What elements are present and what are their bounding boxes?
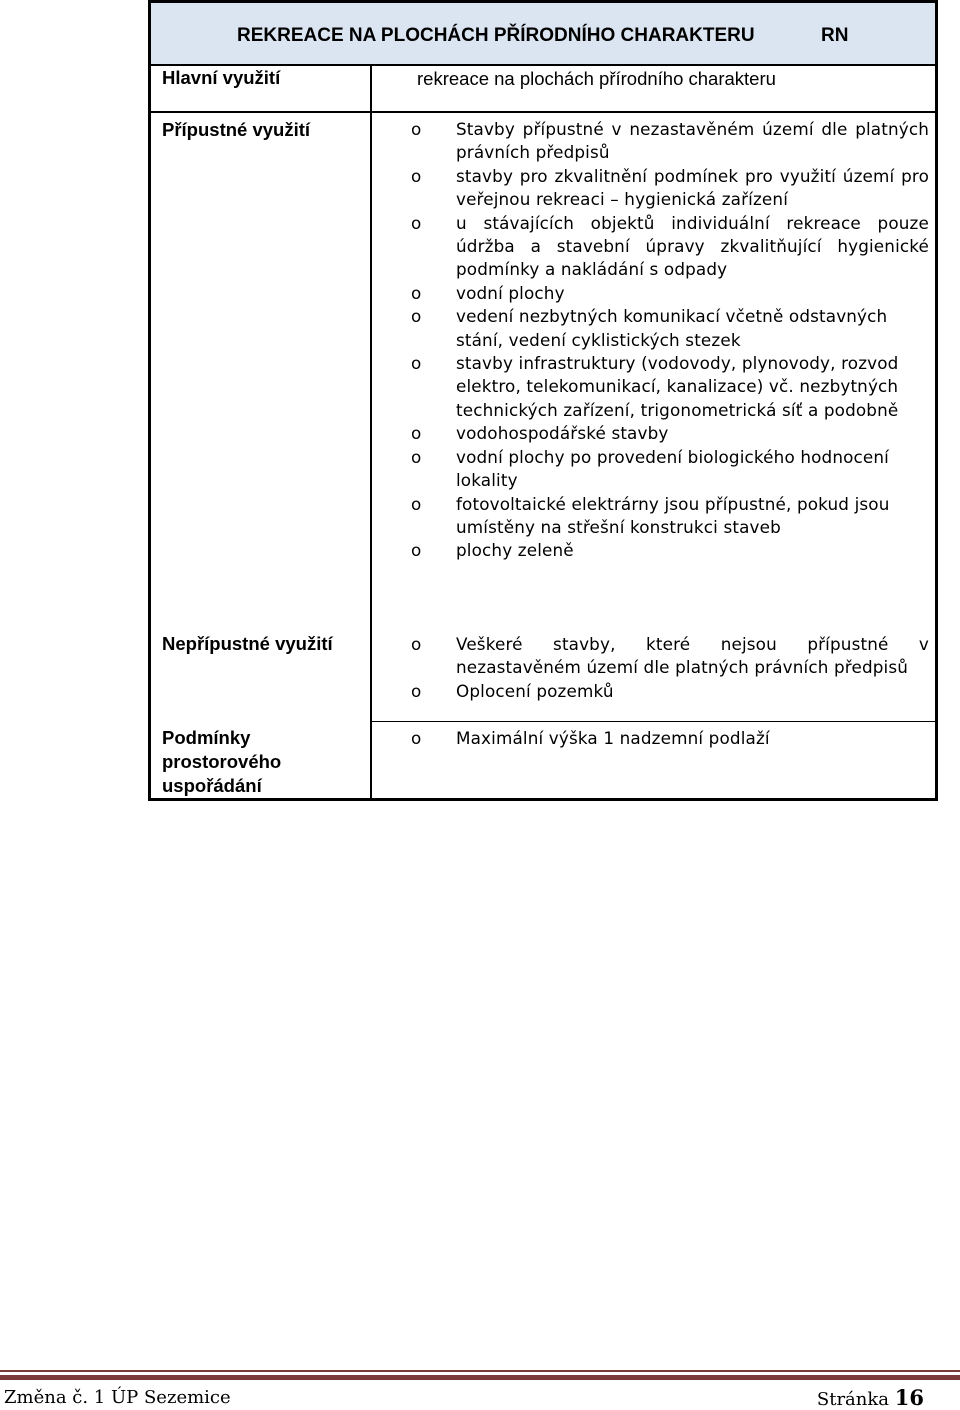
bullet: o xyxy=(411,353,422,374)
list-item: o fotovoltaické elektrárny jsou přípustné, pokud jsou umístěny na střešní konstrukci staveb xyxy=(411,493,890,537)
list-item: o u stávajících objektů individuální rekreace pouze údržba a stavební úpravy zkvalitňující hygienické podmínky a nakládání s odpady xyxy=(411,212,929,280)
list-item: o Stavby přípustné v nezastavěném území dle platných právních předpisů xyxy=(411,119,929,163)
main-use-value: rekreace na plochách přírodního charakteru xyxy=(417,68,776,89)
footer-document-name: Změna č. 1 ÚP Sezemice xyxy=(4,1387,231,1408)
not-permitted-label: Nepřípustné využití xyxy=(162,633,333,654)
bullet: o xyxy=(411,493,422,514)
permitted-label: Přípustné využití xyxy=(162,119,311,140)
footer-rule xyxy=(0,1375,960,1380)
column-divider xyxy=(370,64,372,798)
regulation-table xyxy=(148,0,938,801)
spatial-list xyxy=(411,727,929,750)
list-item: o vodní plochy po provedení biologického hodnocení lokality xyxy=(411,446,889,491)
footer-page-label: Stránka xyxy=(816,1389,890,1410)
list-item: o vedení nezbytných komunikací včetně odstavných stání, vedení cyklistických stezek xyxy=(411,306,888,350)
bullet: o xyxy=(411,306,422,327)
bullet: o xyxy=(411,728,422,748)
table-header xyxy=(151,3,935,66)
row-divider xyxy=(372,721,935,722)
spatial-label: Podmínky prostorového uspořádání xyxy=(162,727,282,796)
footer-rule xyxy=(0,1370,960,1372)
bullet: o xyxy=(411,423,422,444)
not-permitted-list xyxy=(411,633,929,703)
bullet: o xyxy=(411,680,422,701)
bullet: o xyxy=(411,282,422,303)
row-divider xyxy=(151,111,935,113)
list-item: o stavby infrastruktury (vodovody, plynovody, rozvod elektro, telekomunikací, kanalizace) vč. nezbytných technických zařízení, trigonometrická síť a podobně xyxy=(411,353,899,420)
main-use-label: Hlavní využití xyxy=(162,67,281,88)
table-code: RN xyxy=(821,25,849,46)
list-item: o Veškeré stavby, které nejsou přípustné v nezastavěném území dle platných právních předpisů xyxy=(411,634,929,678)
bullet: o xyxy=(411,212,422,233)
table-title: REKREACE NA PLOCHÁCH PŘÍRODNÍHO CHARAKTERU xyxy=(237,25,755,46)
footer-page-number: 16 xyxy=(894,1385,924,1410)
list-item: o vodní plochy xyxy=(411,282,929,305)
permitted-list xyxy=(411,118,929,563)
bullet: o xyxy=(411,165,422,186)
list-item: o plochy zeleně xyxy=(411,539,929,562)
bullet: o xyxy=(411,119,422,139)
list-item: o Maximální výška 1 nadzemní podlaží xyxy=(411,727,929,750)
bullet: o xyxy=(411,634,422,654)
list-item: o stavby pro zkvalitnění podmínek pro využití území pro veřejnou rekreaci – hygienická zařízení xyxy=(411,165,929,210)
footer-page xyxy=(817,1385,924,1410)
list-item: o vodohospodářské stavby xyxy=(411,422,929,445)
bullet: o xyxy=(411,446,422,467)
list-item: o Oplocení pozemků xyxy=(411,680,929,703)
bullet: o xyxy=(411,540,422,561)
